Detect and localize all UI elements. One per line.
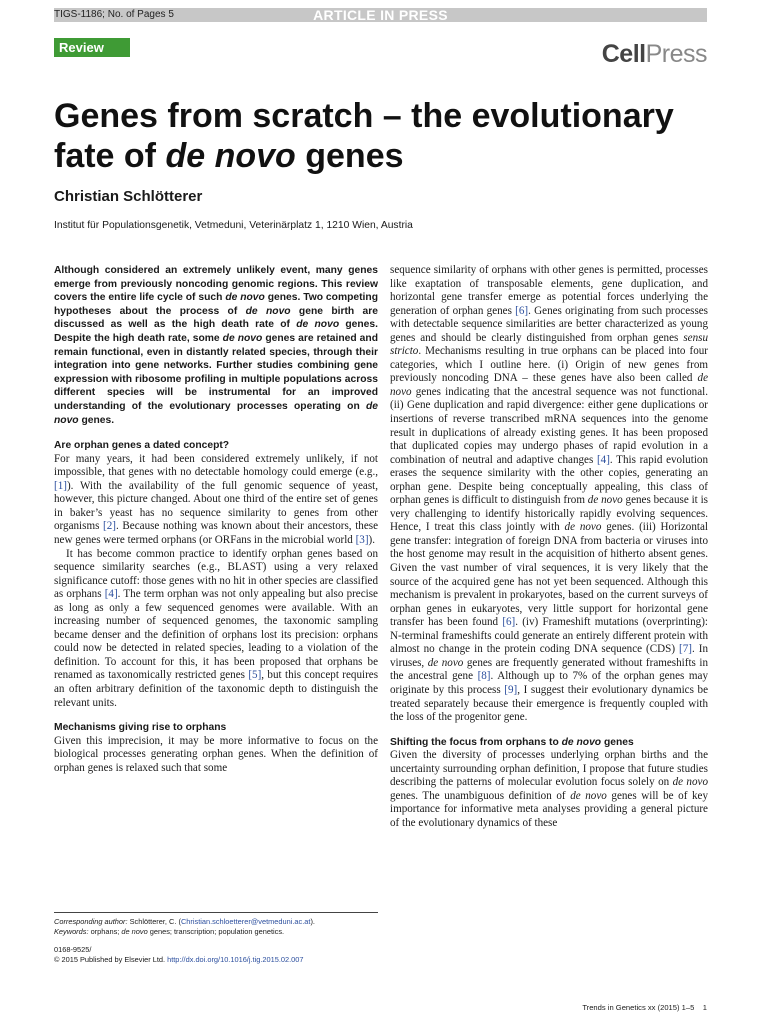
page-number: 1 [702, 1003, 707, 1012]
abstract-italic: de novo [296, 319, 340, 331]
right-column [390, 264, 708, 830]
italic-text: de novo [570, 789, 607, 802]
citation-link[interactable]: [8] [477, 670, 491, 683]
text: , I suggest their evolutionary dynamics be treated separately because their emergence is frequently coupled with the loss of the progenitor gene. [390, 683, 708, 724]
italic-text: de novo [587, 494, 623, 507]
citation-link[interactable]: [2] [103, 520, 116, 533]
text: genes will be of key importance for informative meta analyses providing a general picture of the evolutionary dynamics of these [390, 789, 708, 829]
publisher-logo [602, 40, 707, 69]
text: . In viruses, [390, 643, 708, 669]
text: For many years, it had been considered extremely unlikely, if not impossible, that genes with no detectable homology could emerge (e.g., [54, 452, 378, 479]
footnotes [54, 912, 378, 966]
text: ). [368, 534, 376, 546]
text: . Genes originating from such processes with detectable sequence similarities are better characterized as young genes and should be clearly distinguished from orphan genes [390, 304, 708, 344]
text: © 2015 Published by Elsevier Ltd. [54, 955, 168, 965]
section-label: Review [54, 38, 130, 57]
text: . Although up to 7% of the orphan genes may originate by this process [390, 670, 708, 696]
citation-link[interactable]: [7] [679, 643, 692, 656]
article-in-press-banner: ARTICLE IN PRESS [313, 7, 448, 23]
text: sequence similarity of orphans with other genes is permitted, processes like exaptation of transposable elements, gene duplication, and horizontal gene transfer emerge as potential forces underlying the generation of orphan genes [390, 264, 708, 317]
text: genes indicating that the ancestral sequence was not functional. (ii) Gene duplication and rapid divergence: either gene duplications or insertions of reverse transcribed mRNA sequences into the genome result in duplications of already existing genes. It has been proposed that duplicated copies may undergo phases of rapid evolution in a combination of neutral and adaptive changes [390, 385, 708, 466]
label: Keywords: [54, 927, 89, 937]
issn: 0168-9525/ [54, 944, 92, 954]
citation-link[interactable]: [6] [502, 616, 516, 629]
abstract-italic: de novo [54, 400, 378, 426]
paragraph [54, 453, 378, 548]
heading-italic: de novo [561, 736, 602, 748]
logo-cell: Cell [601, 40, 646, 68]
text: . Mechanisms resulting in true orphans can be placed into four categories, which I outline here. (i) Origin of new genes from previously noncoding DNA – these genes have also been called [390, 345, 708, 385]
section-heading-shifting [390, 736, 708, 750]
manuscript-id: TIGS-1186; No. of Pages 5 [54, 9, 174, 20]
text: genes. The unambiguous definition of [390, 789, 571, 802]
italic-text: sensu stricto [390, 331, 708, 358]
text: . (iv) Frameshift mutations (overprinting): N-terminal frameshifts could generate an entirely different protein with almost no change in the protein coding DNA sequence (CDS) [390, 616, 708, 656]
citation-link[interactable]: [5] [248, 669, 262, 682]
text: genes are frequently generated without frameshifts in the ancestral gene [390, 656, 709, 683]
title-part: genes [295, 137, 404, 175]
heading-text: Shifting the focus from orphans to [390, 736, 562, 748]
logo-press: Press [645, 40, 707, 68]
citation-link[interactable]: [9] [504, 683, 518, 696]
title-part: fate of [54, 137, 166, 175]
italic-text: de novo [121, 927, 148, 937]
author-name: Christian Schlötterer [54, 188, 203, 205]
paragraph [390, 264, 708, 725]
text: orphans; [88, 927, 122, 937]
section-heading-orphans: Are orphan genes a dated concept? [54, 440, 230, 452]
label: Corresponding author: [54, 917, 128, 926]
abstract-italic: de novo [222, 332, 263, 344]
abstract-text: genes. Despite the high death rate, some [54, 319, 378, 344]
heading-text: genes [601, 736, 634, 748]
article-in-press-bar [54, 8, 707, 22]
italic-text: de novo [390, 372, 708, 398]
citation-link[interactable]: [6] [515, 304, 529, 317]
citation-link[interactable]: [4] [104, 588, 118, 601]
abstract-text: genes. Two competing hypotheses about the process of [54, 292, 378, 317]
title-part-italic: de novo [165, 137, 296, 175]
journal-citation: Trends in Genetics xx (2015) 1–5 [582, 1003, 695, 1012]
text: . The term orphan was not only appealing but also precise as long as only a few sequenced genomes were available. With an increasing number of sequenced genomes, the taxonomic sampling became denser and the definition of orphans lost its precision: orphans could now be detected in related species, leading to a violation of the definition. To account for this, it has been proposed that orphans be renamed as taxonomically restricted genes [54, 588, 378, 682]
text: , but this concept requires an often arbitrary definition of the taxonomic depth to distinguish the relevant units. [54, 669, 379, 709]
abstract-italic: de novo [245, 305, 291, 317]
text: . Because nothing was known about their ancestors, these new genes were termed orphans (or ORFans in the microbial world [54, 520, 378, 546]
title-line-2 [54, 136, 734, 176]
text: ). [310, 917, 315, 926]
text: . This rapid evolution erases the sequence similarity with the other copies, generating an orphan gene. Despite being conceptually appealing, this class of orphan genes is difficult to distinguish from [390, 453, 708, 507]
citation-link[interactable]: [4] [596, 453, 610, 466]
citation-link[interactable]: [3] [355, 534, 369, 546]
affiliation: Institut für Populationsgenetik, Vetmeduni, Veterinärplatz 1, 1210 Wien, Austria [54, 220, 413, 231]
keywords [54, 927, 378, 937]
text: genes; transcription; population genetics. [147, 927, 285, 937]
paragraph: Given this imprecision, it may be more informative to focus on the biological processes generating orphan genes. When the definition of orphan genes is relaxed such that some [54, 734, 378, 774]
italic-text: de novo [427, 656, 464, 669]
abstract-text: Although considered an extremely unlikely event, many genes emerge from previously noncoding genomic regions. This review covers the entire life cycle of such [54, 265, 378, 304]
paragraph [390, 749, 708, 830]
abstract [54, 264, 378, 427]
text: Schlötterer, C. ( [127, 917, 181, 926]
text: genes. (iii) Horizontal gene transfer: integration of foreign DNA from bacteria or viruses into the host genome may result in the acquisition of hitherto absent genes. Given the vast number of viral sequences, it is very likely that the source of the acquired gene has not yet been sequenced. Although this mechanism is prevalent in prokaryotes, based on the current surveys of orphan genes in eukaryotes, very little support for horizontal gene transfer has been found [390, 521, 708, 629]
title-line-1: Genes from scratch – the evolutionary [54, 97, 674, 135]
left-column [54, 264, 378, 775]
corresponding-author [54, 917, 378, 927]
citation-link[interactable]: [1] [54, 479, 67, 492]
abstract-text: genes are retained and remain functional, even in distantly related species, through their integration into gene networks. Further studies combining gene expression with ribosome profiling in multiple populations across different species will be instrumental for an improved understanding of the evolutionary processes operating on [54, 332, 378, 412]
text: genes because it is very challenging to identify historically rapidly evolving sequences. Hence, I treat this class jointly with [390, 494, 708, 534]
doi-link[interactable]: http://dx.doi.org/10.1016/j.tig.2015.02.007 [167, 955, 304, 965]
email-link[interactable]: Christian.schloetterer@vetmeduni.ac.at [180, 917, 311, 926]
abstract-italic: de novo [225, 292, 265, 304]
page-footer [582, 1003, 707, 1012]
text: It has become common practice to identify orphan genes based on sequence similarity searches (e.g., BLAST) using a very relaxed significance cutoff: those genes with no hit in other species are classified as orphans [54, 547, 378, 601]
text: ). With the availability of the full genomic sequence of yeast, however, this picture changed. About one third of the entire set of genes in baker’s yeast has no sequence similarity to genes from other organisms [54, 479, 378, 533]
italic-text: de novo [672, 776, 708, 789]
article-title [54, 96, 734, 176]
paragraph [54, 548, 378, 711]
abstract-text: gene birth are discussed as well as the high death rate of [54, 305, 378, 331]
abstract-text: genes. [78, 414, 115, 426]
italic-text: de novo [564, 521, 602, 534]
copyright [54, 955, 378, 965]
text: Given the diversity of processes underlying orphan births and the uncertainty surrounding orphan definition, I propose that future studies describing the patterns of molecular evolution focus solely on [390, 749, 708, 789]
section-heading-mechanisms: Mechanisms giving rise to orphans [54, 722, 227, 734]
